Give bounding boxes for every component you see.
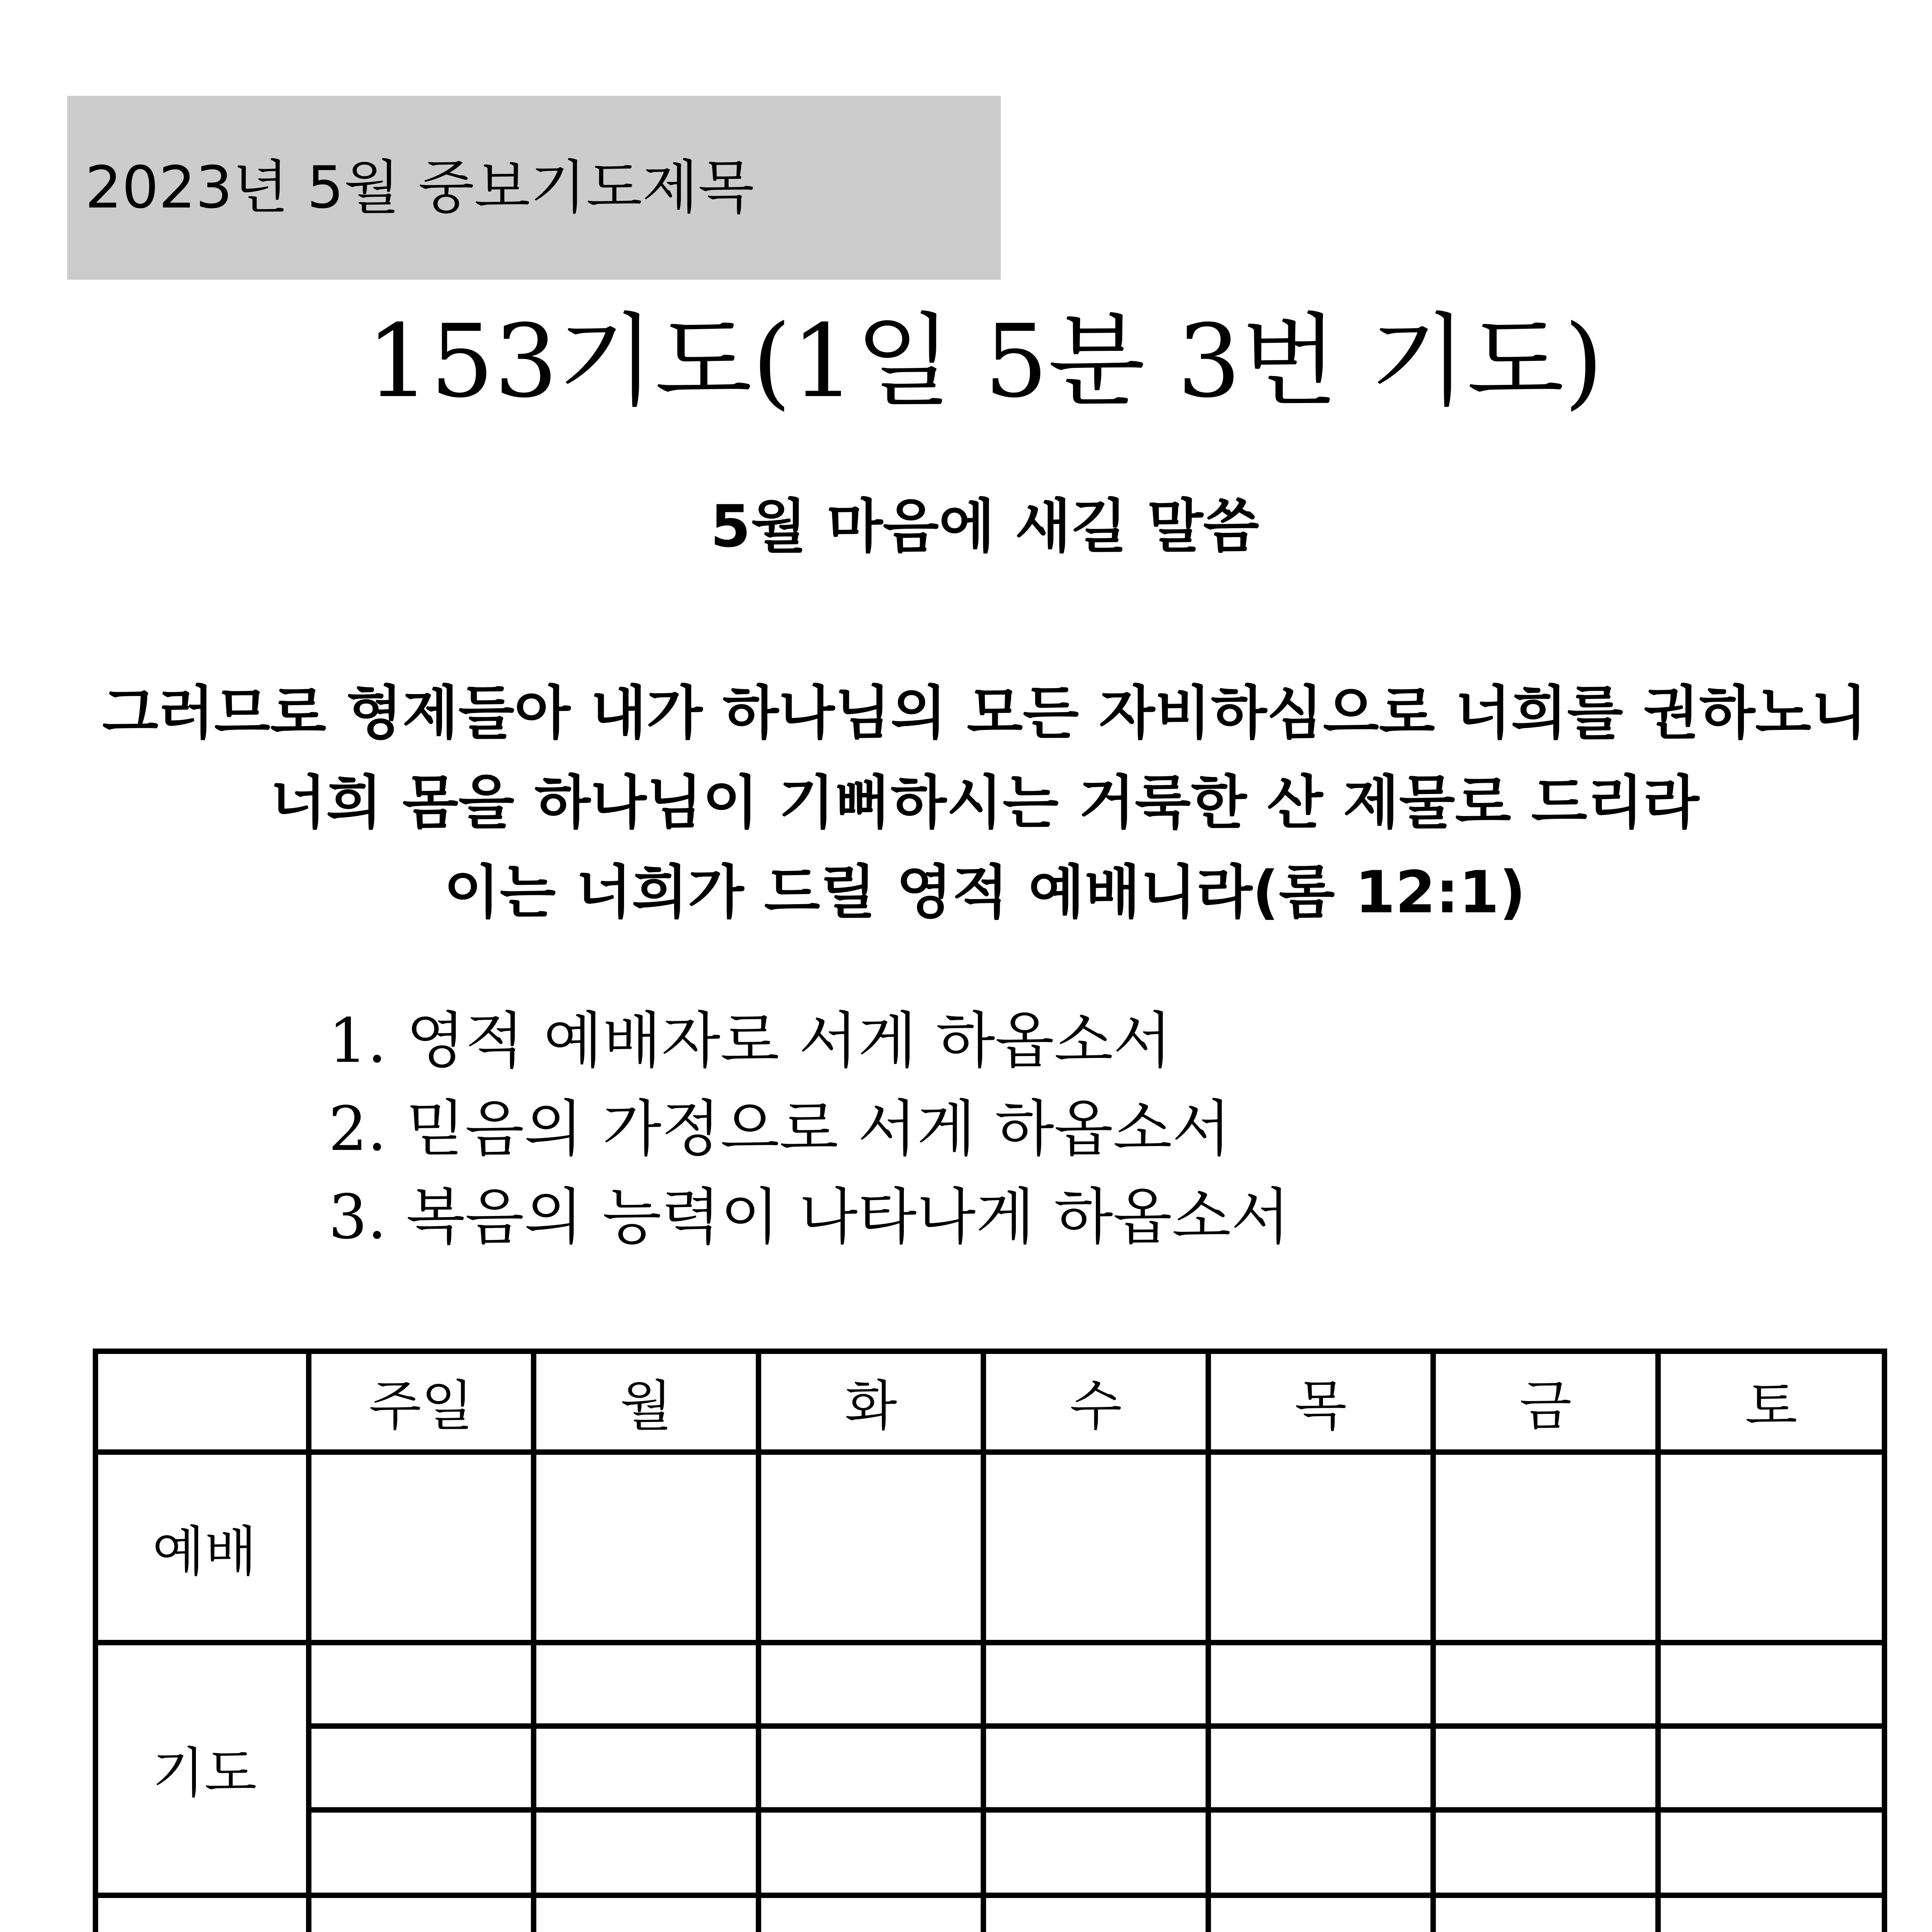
check-cell[interactable] — [759, 1726, 983, 1810]
table-row — [95, 1810, 1884, 1895]
day-header: 주일 — [309, 1351, 534, 1452]
check-cell[interactable] — [983, 1895, 1208, 1932]
check-cell[interactable] — [759, 1643, 983, 1726]
check-cell[interactable] — [1433, 1810, 1658, 1895]
row-label: 기도 — [95, 1643, 309, 1895]
check-cell[interactable] — [534, 1810, 759, 1895]
verse-heading: 5월 마음에 새길 말씀 — [710, 493, 1259, 560]
check-cell[interactable] — [1658, 1643, 1884, 1726]
check-cell[interactable] — [534, 1452, 759, 1643]
day-header: 토 — [1658, 1351, 1884, 1452]
check-cell[interactable] — [1658, 1452, 1884, 1643]
verse-line: 그러므로 형제들아 내가 하나님의 모든 자비하심으로 너희를 권하노니 — [102, 680, 1867, 747]
day-header: 화 — [759, 1351, 983, 1452]
prayer-item: 2. 믿음의 가정으로 서게 하옵소서 — [328, 1094, 1231, 1165]
table-row — [95, 1726, 1884, 1810]
verse-line: 이는 너희가 드릴 영적 예배니라(롬 12:1) — [444, 859, 1526, 926]
table-row — [95, 1452, 1884, 1643]
check-cell[interactable] — [983, 1452, 1208, 1643]
corner-cell — [95, 1351, 309, 1452]
table-row — [95, 1643, 1884, 1726]
check-cell[interactable] — [1208, 1726, 1433, 1810]
row-label — [95, 1895, 309, 1932]
check-cell[interactable] — [759, 1895, 983, 1932]
check-cell[interactable] — [1658, 1810, 1884, 1895]
verse-block — [0, 668, 1932, 937]
check-cell[interactable] — [534, 1726, 759, 1810]
prayer-list — [328, 997, 1290, 1261]
check-cell[interactable] — [534, 1895, 759, 1932]
header-box — [67, 96, 1001, 280]
check-cell[interactable] — [309, 1895, 534, 1932]
check-cell[interactable] — [1658, 1895, 1884, 1932]
table-row — [95, 1895, 1884, 1932]
check-cell[interactable] — [1208, 1895, 1433, 1932]
check-cell[interactable] — [1208, 1810, 1433, 1895]
check-cell[interactable] — [1433, 1452, 1658, 1643]
check-cell[interactable] — [1433, 1726, 1658, 1810]
check-cell[interactable] — [759, 1810, 983, 1895]
table-header-row — [95, 1351, 1884, 1452]
check-cell[interactable] — [309, 1810, 534, 1895]
check-cell[interactable] — [1208, 1643, 1433, 1726]
prayer-item: 3. 복음의 능력이 나타나게 하옵소서 — [328, 1182, 1290, 1253]
day-header: 목 — [1208, 1351, 1433, 1452]
check-cell[interactable] — [1208, 1452, 1433, 1643]
prayer-item: 1. 영적 예배자로 서게 하옵소서 — [328, 1005, 1172, 1077]
day-header: 수 — [983, 1351, 1208, 1452]
weekly-checklist-table — [93, 1349, 1887, 1932]
page-title: 153기도(1일 5분 3번 기도) — [366, 303, 1604, 420]
row-label: 예배 — [95, 1452, 309, 1643]
check-cell[interactable] — [1433, 1895, 1658, 1932]
check-cell[interactable] — [309, 1452, 534, 1643]
check-cell[interactable] — [983, 1643, 1208, 1726]
header-label: 2023년 5월 중보기도제목 — [85, 154, 754, 221]
check-cell[interactable] — [534, 1643, 759, 1726]
day-header: 금 — [1433, 1351, 1658, 1452]
check-cell[interactable] — [1658, 1726, 1884, 1810]
check-cell[interactable] — [983, 1726, 1208, 1810]
check-cell[interactable] — [309, 1643, 534, 1726]
verse-line: 너희 몸을 하나님이 기뻐하시는 거룩한 산 제물로 드리라 — [270, 769, 1699, 837]
check-cell[interactable] — [309, 1726, 534, 1810]
check-cell[interactable] — [1433, 1643, 1658, 1726]
check-cell[interactable] — [759, 1452, 983, 1643]
day-header: 월 — [534, 1351, 759, 1452]
check-cell[interactable] — [983, 1810, 1208, 1895]
